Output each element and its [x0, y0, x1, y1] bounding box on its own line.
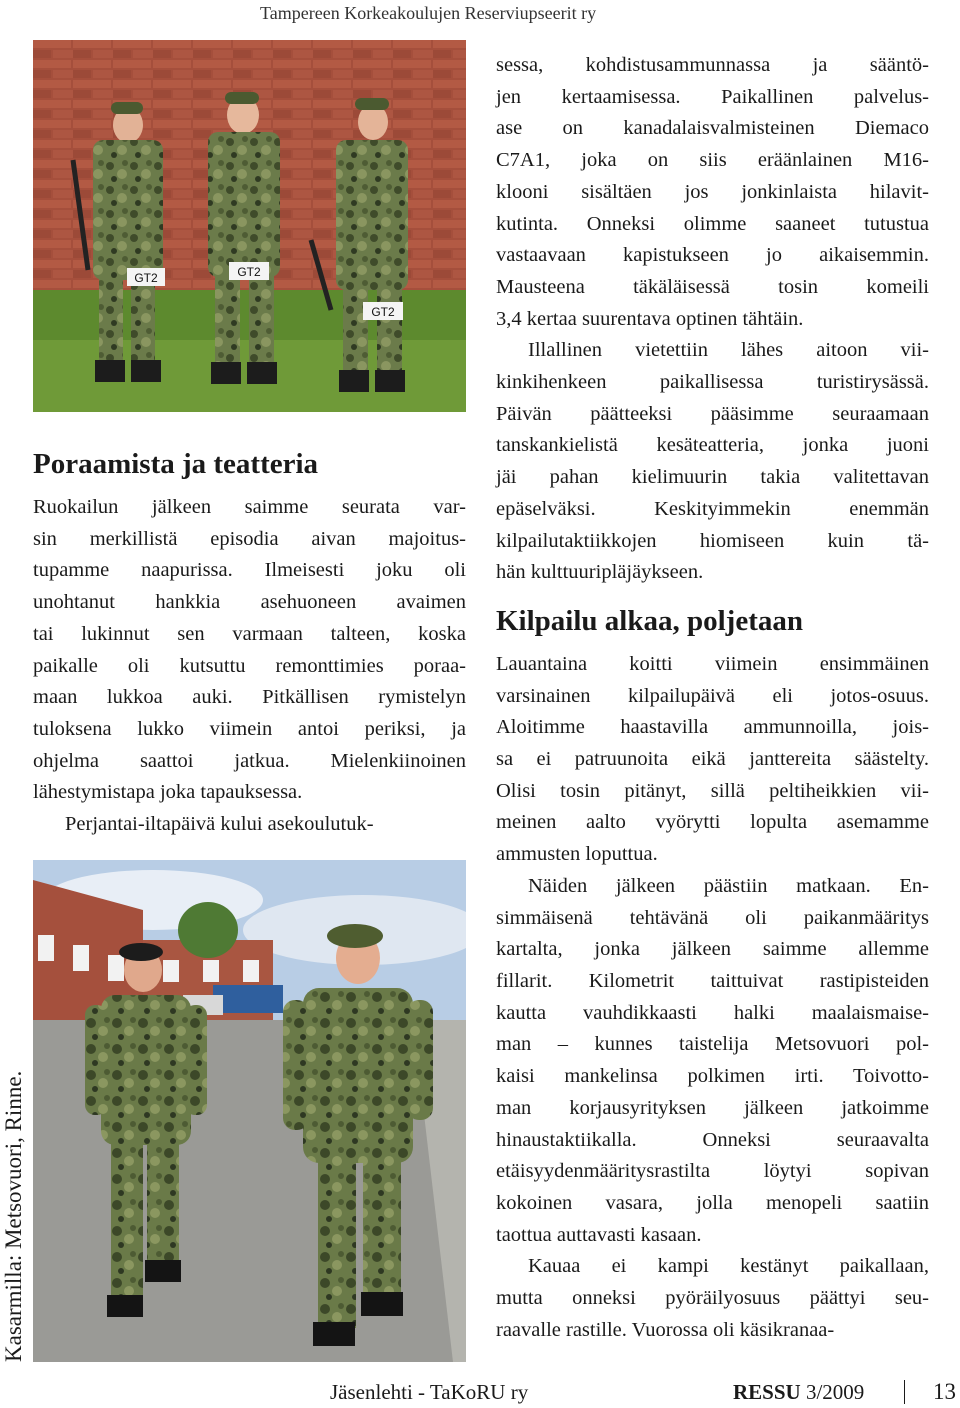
text-line: unohtanut hankkia asehuoneen avaimen — [33, 591, 466, 614]
text-line: sessa, kohdistusammunnassa ja sääntö- — [496, 54, 929, 76]
text-line: jäi pahan kielimuurin takia valitettavan — [496, 466, 929, 489]
footer-issue — [733, 1376, 864, 1408]
text-line: ase on kanadalaisvalmisteinen Diemaco — [496, 117, 929, 140]
text-line: varsinainen kilpailupäivä eli jotos-osuus. — [496, 684, 929, 707]
footer-issue-name: RESSU — [733, 1380, 801, 1404]
text-line: kautta vauhdikkaasti halki maalaismaise- — [496, 1001, 929, 1024]
section-heading-kilpailu: Kilpailu alkaa, poljetaan — [496, 604, 803, 637]
page-number: 13 — [933, 1379, 956, 1404]
text-line: Olisi tosin pitänyt, sillä peltiheikkien vii- — [496, 779, 929, 802]
photo-caption-vertical — [0, 1070, 382, 1362]
text-line: Lauantaina koitti viimein ensimmäinen — [496, 652, 929, 675]
footer-magazine: Jäsenlehti - TaKoRU ry — [330, 1380, 529, 1404]
page-footer — [330, 1376, 960, 1408]
text-line: C7A1, joka on siis eräänlainen M16- — [496, 149, 929, 172]
text-line: hän kulttuuripläjäykseen. — [496, 561, 704, 584]
bib-label-2: GT2 — [237, 265, 261, 279]
text-line: fillarit. Kilometrit taittuivat rastipisteiden — [496, 969, 929, 992]
text-line: klooni sisältäen jos jonkinlaista hilavit- — [496, 180, 929, 203]
text-line: Perjantai-iltapäivä kului asekoulutuk- — [65, 813, 374, 836]
text-line: kokoinen vasara, jolla menopeli saatiin — [496, 1191, 929, 1214]
photo-three-soldiers — [33, 40, 466, 412]
text-line: man korjausyrityksen jälkeen jatkoimme — [496, 1096, 929, 1119]
bib-label-3: GT2 — [371, 305, 395, 319]
text-line: 3,4 kertaa suurentava optinen tähtäin. — [496, 307, 804, 330]
text-line: Päivän päätteeksi pääsimme seuraamaan — [496, 402, 929, 425]
text-line: vastaavaan kapistukseen jo aikaisemmin. — [496, 244, 929, 267]
right-paragraph-3 — [496, 649, 929, 871]
bib-label-1: GT2 — [134, 271, 158, 285]
text-line: ohjelma saattoi jatkua. Mielenkiinoinen — [33, 749, 466, 772]
text-line: Ruokailun jälkeen saimme seurata var- — [33, 496, 466, 518]
text-line: hinaustaktiikalla. Onneksi seuraavalta — [496, 1128, 929, 1151]
right-column — [496, 50, 929, 1346]
text-line: tai lukinnut sen varmaan talteen, koska — [33, 622, 466, 645]
publisher-name: Tampereen Korkeakoulujen Reserviupseerit ry — [260, 3, 597, 23]
text-line: paikalle oli kutsuttu remonttimies poraa- — [33, 654, 466, 677]
left-column — [33, 446, 466, 841]
text-line: taottua auttavasti kasaan. — [496, 1223, 702, 1246]
text-line: Mausteena täkäläisessä tosin komeili — [496, 275, 929, 298]
text-line: raavalle rastille. Vuorossa oli käsikranaa- — [496, 1318, 835, 1341]
text-line: sin merkillistä episodia aivan majoitus- — [33, 527, 466, 550]
text-line: tuloksena lukko viimein antoi periksi, ja — [33, 717, 466, 740]
running-header — [260, 0, 680, 26]
photo-three-soldiers-image — [33, 40, 466, 412]
text-line: Näiden jälkeen päästiin matkaan. En- — [528, 874, 929, 897]
left-paragraph-1 — [33, 492, 466, 809]
photo-two-soldiers-walking — [33, 860, 466, 1362]
text-line: kinkihenkeen paikallisessa turistirysässä. — [496, 371, 929, 394]
text-line: etäisyydenmääritysrastilta löytyi sopivan — [496, 1160, 929, 1183]
text-line: meinen aalto vyörytti lopulta asemamme — [496, 811, 929, 834]
text-line: sa ei patruunoita eikä janttereita säästelty. — [496, 748, 929, 771]
text-line: man – kunnes taistelija Metsovuori pol- — [496, 1033, 929, 1056]
left-paragraph-2 — [33, 809, 466, 841]
text-line: maan lukkoa auki. Pitkällisen rymistelyn — [33, 686, 466, 709]
text-line: kutinta. Onneksi olimme saaneet tutustua — [496, 212, 929, 235]
text-line: mutta onneksi pyöräilyosuus päättyi seu- — [496, 1287, 929, 1310]
text-line: Aloitimme haastavilla ammunnoilla, jois- — [496, 716, 929, 739]
right-paragraph-2 — [496, 335, 929, 589]
text-line: kaisi mankelinsa polkimen irti. Toivotto- — [496, 1065, 929, 1088]
text-line: Illallinen vietettiin lähes aitoon vii- — [528, 339, 929, 362]
right-paragraph-5 — [496, 1251, 929, 1346]
text-line: ammusten loputtua. — [496, 843, 658, 866]
text-line: jen kertaamisessa. Paikallinen palvelus- — [496, 85, 929, 108]
text-line: kilpailutaktiikkojen hiomiseen kuin tä- — [496, 529, 929, 552]
text-line: kartalta, jonka jälkeen saimme allemme — [496, 938, 929, 961]
text-line: simmäisenä tehtävänä oli paikanmääritys — [496, 906, 929, 929]
section-heading-poraamista: Poraamista ja teatteria — [33, 448, 319, 480]
text-line: Kauaa ei kampi kestänyt paikallaan, — [528, 1255, 929, 1278]
footer-divider — [904, 1380, 905, 1404]
right-paragraph-4 — [496, 871, 929, 1251]
text-line: lähestymistapa joka tapauksessa. — [33, 781, 303, 804]
text-line: tanskankielistä kesäteatteria, jonka juoni — [496, 434, 929, 457]
photo-two-soldiers-image — [33, 860, 466, 1362]
text-line: tupamme naapurissa. Ilmeisesti joku oli — [33, 559, 466, 582]
caption-text: Kasarmilla: Metsovuori, Rinne. — [1, 1070, 26, 1362]
text-line: epäselväksi. Keskityimmekin enemmän — [496, 497, 929, 520]
footer-issue-number: 3/2009 — [805, 1380, 865, 1404]
right-paragraph-1 — [496, 50, 929, 335]
